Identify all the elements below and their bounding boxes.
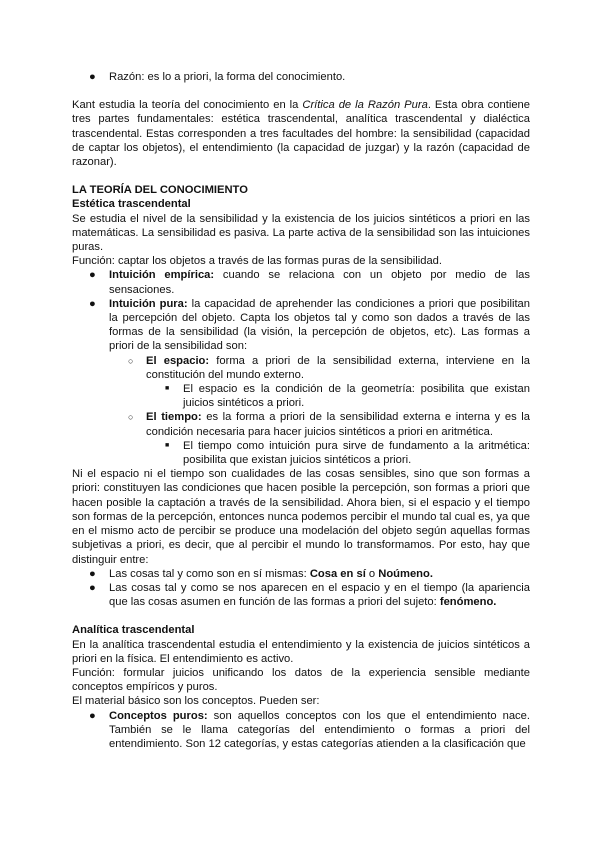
cosas-list: [72, 567, 530, 610]
analitica-paragraph-1: En la analítica trascendental estudia el entendimiento y la existencia de juicios sintéticos a priori en la física. El entendimiento es activo.: [72, 638, 530, 665]
spacer: [72, 609, 530, 623]
definition: forma a priori de la sensibilidad externa, interviene en la constitución del mundo externo.: [146, 354, 530, 381]
estetica-paragraph-3: Ni el espacio ni el tiempo son cualidades de las cosas sensibles, sino que son formas a priori: constituyen las condiciones que hacen posible la percepción, son formas a priori que hacen posible la captación a través de la sensibilidad. Ahora bien, si el espacio y el tiempo son formas de la percepción, entonces nunca podemos percibir el mundo tal cual es, ya que en el mismo acto de percibir se produce una modelación del objeto según aquellas formas subjetivas a priori, es decir, que al percibir el mundo lo transformamos. Por esto, hay que distinguir entre:: [72, 468, 530, 566]
list-item-text: Razón: es lo a priori, la forma del conocimiento.: [109, 71, 346, 83]
list-item: [72, 709, 530, 752]
bullet-icon: ●: [89, 709, 96, 722]
section-title: LA TEORÍA DEL CONOCIMIENTO: [72, 184, 248, 197]
list-item: [72, 70, 530, 84]
book-title: Crítica de la Razón Pura: [302, 99, 428, 112]
spacer: [72, 169, 530, 183]
term: El tiempo:: [146, 411, 202, 424]
term: Intuición pura:: [109, 297, 188, 310]
list-item-text: El espacio es la condición de la geometría: posibilita que existan juicios sintéticos a priori.: [183, 383, 530, 410]
definition: son aquellos conceptos con los que el entendimiento nace. También se le llama categorías del entendimiento o formas a priori del entendimiento. Son 12 categorías, y estas categorías atienden a la clasificación que: [109, 709, 530, 750]
list-item-text: El tiempo como intuición pura sirve de fundamento a la aritmética: posibilita que existan juicios sintéticos a priori.: [183, 439, 530, 467]
term: El espacio:: [146, 354, 210, 367]
square-bullet-icon: ■: [165, 385, 170, 393]
bullet-icon: ●: [89, 269, 96, 282]
bullet-icon: ●: [89, 567, 96, 580]
intuicion-list: [72, 268, 530, 467]
spacer: [72, 84, 530, 98]
document-page: [72, 70, 530, 751]
list-item: [72, 439, 530, 467]
analitica-funcion: Función: formular juicios unificando los datos de la experiencia sensible mediante conceptos empíricos y puros.: [72, 666, 530, 694]
estetica-paragraph-1: Se estudia el nivel de la sensibilidad y la existencia de los juicios sintéticos a priori en las matemáticas. La sensibilidad es pasiva. La parte activa de la sensibilidad son las intuiciones puras.: [72, 212, 530, 254]
top-list: [72, 70, 530, 84]
intro-paragraph: [72, 98, 530, 169]
term: Noúmeno.: [378, 567, 433, 580]
list-item: [72, 567, 530, 581]
term: fenómeno.: [439, 596, 497, 609]
connector: o: [365, 567, 379, 580]
bullet-icon: ●: [89, 297, 96, 310]
circle-bullet-icon: ○: [128, 355, 134, 366]
term: Intuición empírica:: [109, 269, 215, 282]
list-item: [72, 297, 530, 354]
circle-bullet-icon: ○: [128, 412, 134, 423]
estetica-funcion: Función: captar los objetos a través de las formas puras de la sensibilidad.: [72, 255, 443, 268]
conceptos-list: [72, 709, 530, 752]
intro-text: Kant estudia la teoría del conocimiento en la: [72, 99, 303, 112]
bullet-icon: ●: [89, 71, 96, 83]
bullet-icon: ●: [89, 581, 96, 594]
list-item: [72, 354, 530, 382]
definition: cuando se relaciona con un objeto por medio de las sensaciones.: [109, 269, 530, 296]
list-item-text: Las cosas tal y como son en sí mismas:: [109, 567, 310, 580]
definition: es la forma a priori de la sensibilidad externa e interna y es la condición necesaria para hacer juicios sintéticos a priori en aritmética.: [146, 411, 530, 438]
list-item-text: Las cosas tal y como se nos aparecen en el espacio y en el tiempo (la apariencia que las cosas asumen en función de las formas a priori del sujeto:: [109, 581, 530, 609]
list-item: [72, 410, 530, 438]
list-item: [72, 268, 530, 296]
estetica-title: Estética trascendental: [72, 198, 191, 211]
list-item: [72, 382, 530, 410]
analitica-paragraph-3: El material básico son los conceptos. Pueden ser:: [72, 695, 320, 708]
analitica-title: Analítica trascendental: [72, 624, 195, 637]
term: Cosa en sí: [309, 567, 366, 580]
list-item: [72, 581, 530, 609]
definition: la capacidad de aprehender las condiciones a priori que posibilitan la percepción del objeto. Capta los objetos tal y como son dados a través de las formas de la sensibilidad (la visión, la percepción de objetos, etc). Las formas a priori de la sensibilidad son:: [109, 297, 531, 353]
intro-text-rest: . Esta obra contiene tres partes fundamentales: estética trascendental, analítica trascendental y dialéctica trascendental. Estas corresponden a tres facultades del hombre: la sensibilidad (capacidad de captar los objetos), el entendimiento (la capacidad de juzgar) y la razón (capacidad de razonar).: [72, 99, 530, 169]
square-bullet-icon: ■: [165, 441, 170, 449]
term: Conceptos puros:: [109, 709, 208, 722]
